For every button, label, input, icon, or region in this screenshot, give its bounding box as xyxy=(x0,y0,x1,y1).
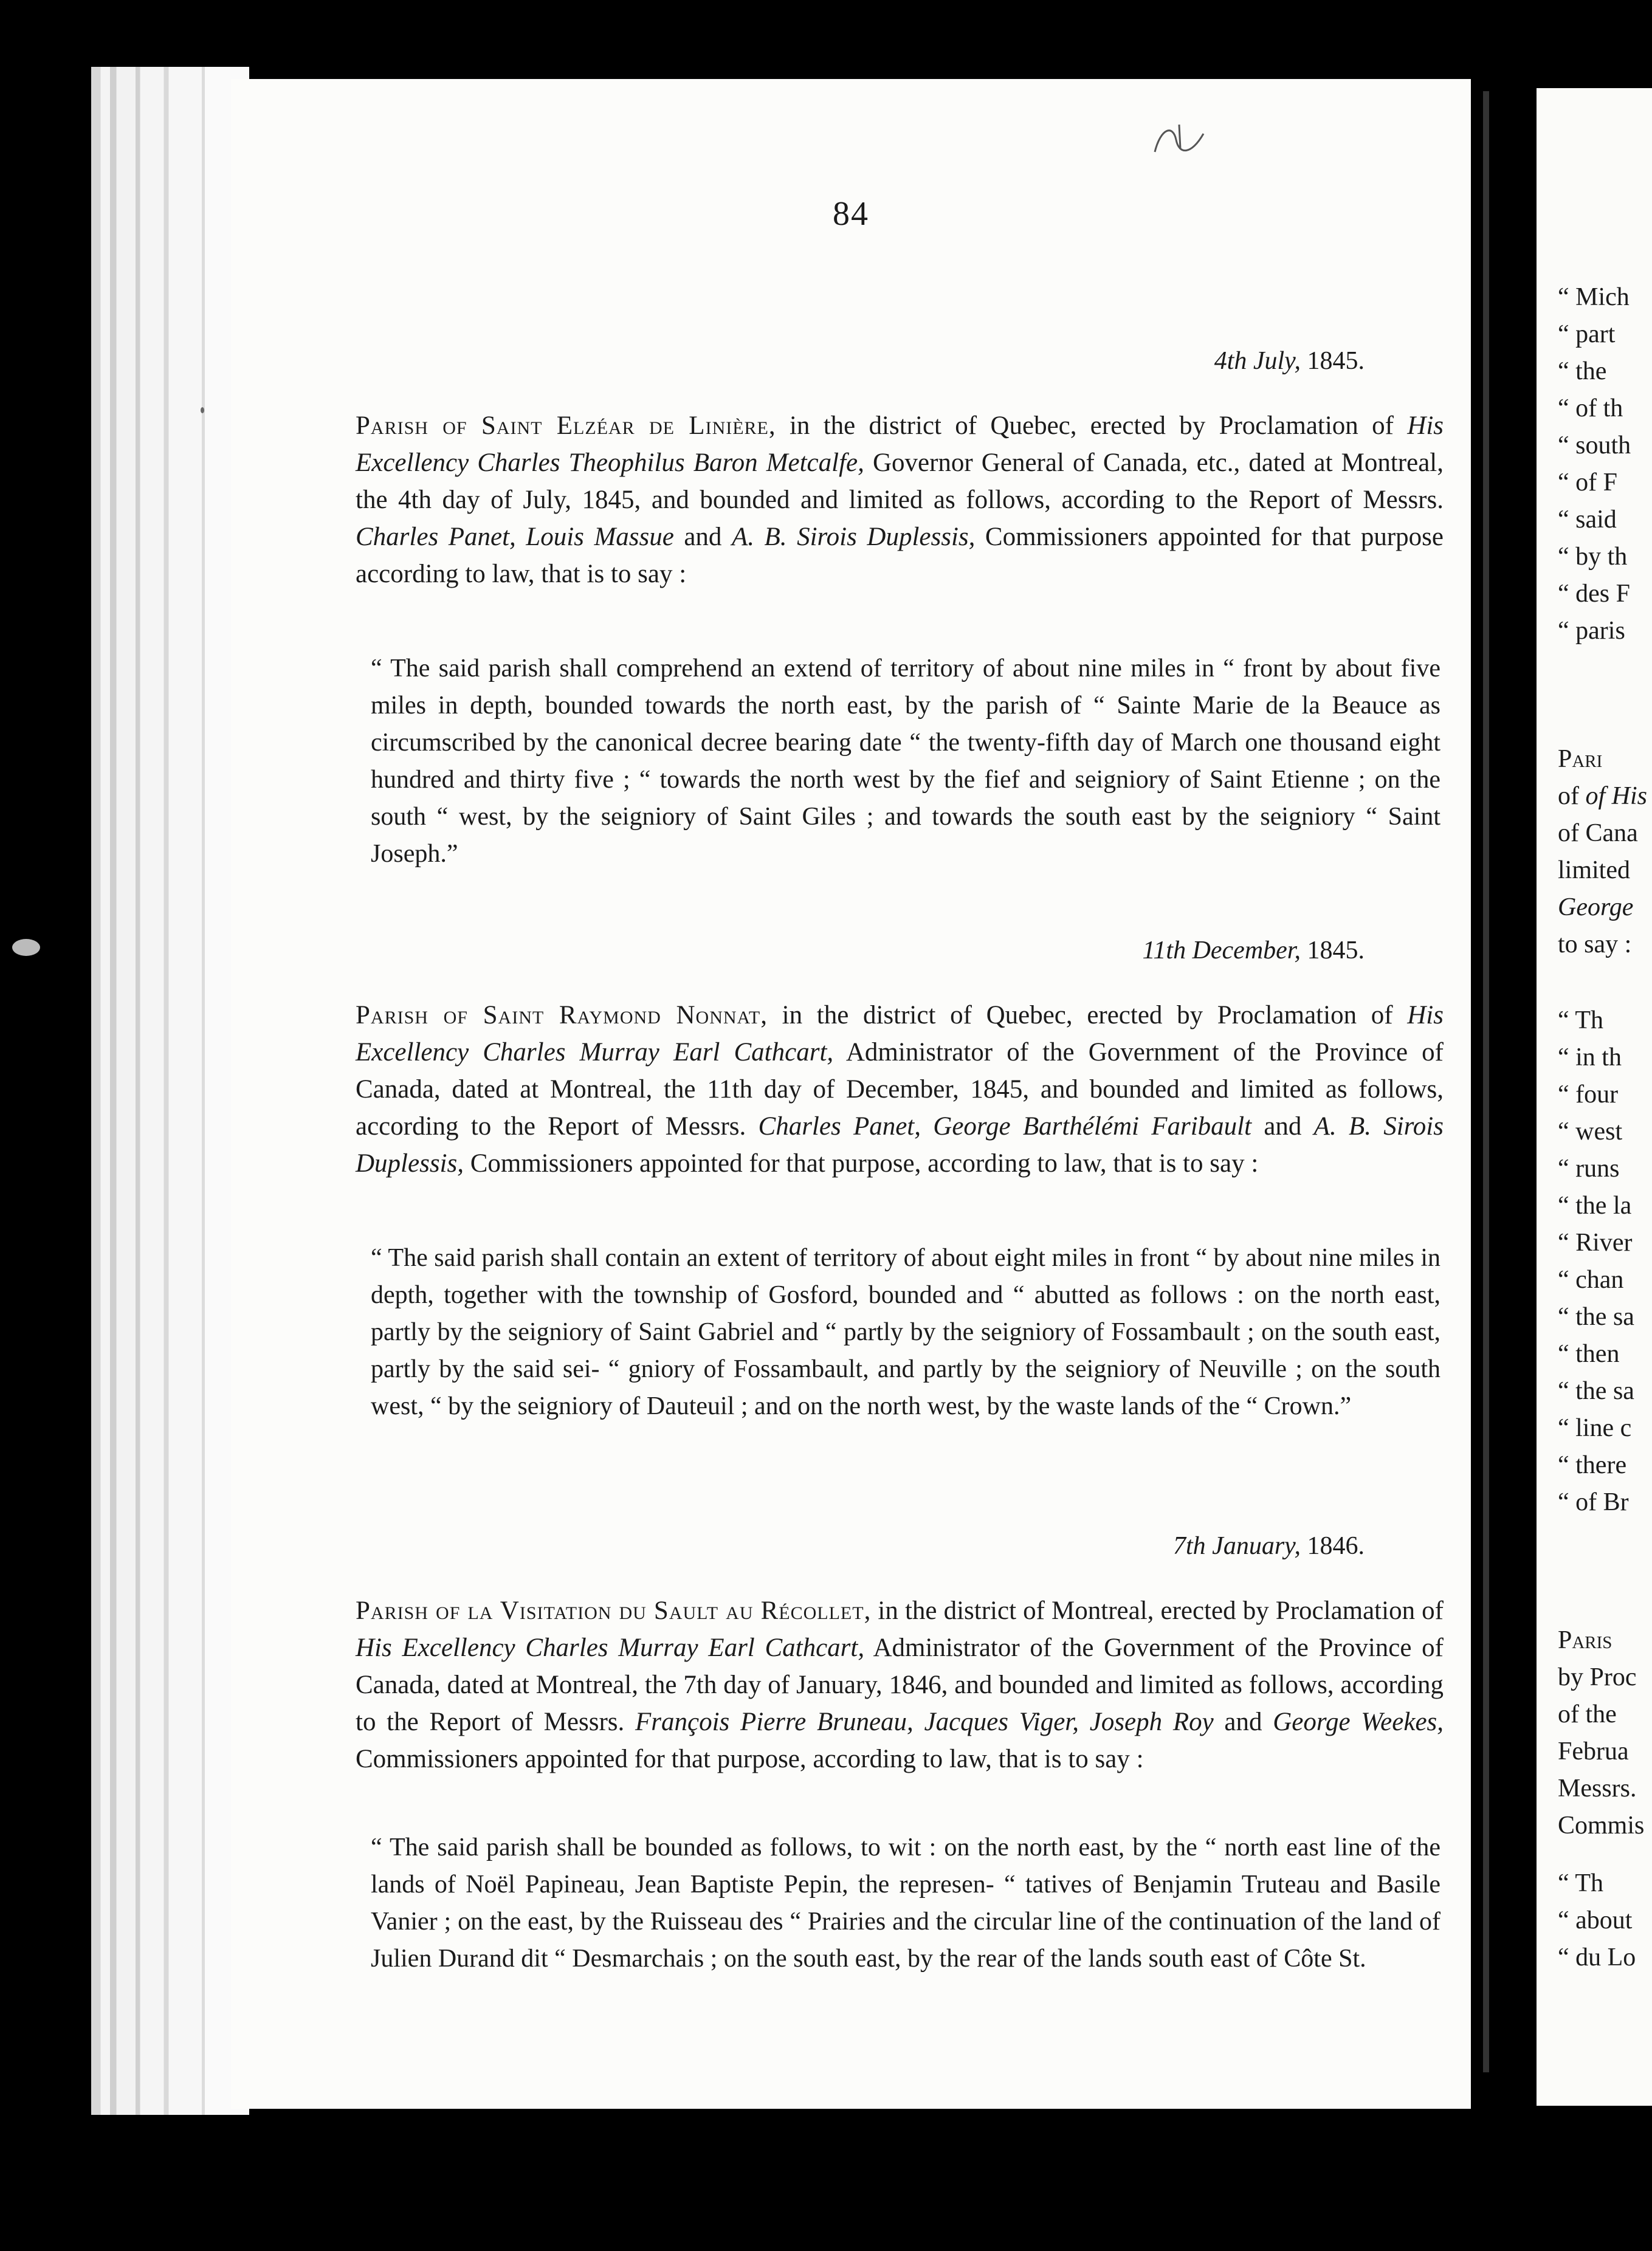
right-line: “ of th xyxy=(1558,394,1623,422)
right-line: of the xyxy=(1558,1700,1617,1728)
right-line: “ of F xyxy=(1558,469,1617,497)
left-page xyxy=(231,79,1471,2109)
right-line: by Proc xyxy=(1558,1663,1637,1691)
right-line: Commis xyxy=(1558,1812,1645,1840)
right-line: Pari xyxy=(1558,745,1603,773)
right-line: of Cana xyxy=(1558,819,1638,847)
right-line: “ then xyxy=(1558,1340,1620,1368)
right-line: Februa xyxy=(1558,1737,1629,1765)
right-line: “ said xyxy=(1558,506,1617,534)
right-line: “ line c xyxy=(1558,1414,1632,1442)
right-line: “ chan xyxy=(1558,1266,1624,1294)
right-line: Paris xyxy=(1558,1626,1612,1654)
section-intro: Parish of la Visitation du Sault au Récollet, in the district of Montreal, erected by Proclamation of His Excellency Charles Murray Earl Cathcart, Administrator of the Government of the Province of Canada, dated at Montreal, the 7th day of January, 1846, and bounded and limited as follows, according to the Report of Messrs. François Pierre Bruneau, Jacques Viger, Joseph Roy and George Weekes, Commissioners appointed for that purpose, according to law, that is to say : xyxy=(356,1596,1444,1773)
page-number: 84 xyxy=(833,195,869,233)
right-page-fragment xyxy=(1537,88,1652,2106)
right-line: “ Th xyxy=(1558,1869,1604,1897)
right-line: “ there xyxy=(1558,1451,1627,1479)
right-line: “ of Br xyxy=(1558,1488,1629,1516)
section-quote: “ The said parish shall comprehend an extend of territory of about nine miles in “ front by about five miles in depth, bounded towards the north east, by the parish of “ Sainte Marie de la Beauce as circumscribed by the canonical decree bearing date “ the twenty-fifth day of March one thousand eight hundred and thirty five ; “ towards the north west by the fief and seigniory of Saint Etienne ; on the south “ west, by the seigniory of Saint Giles ; and towards the south east by the seigniory “ Saint Joseph.” xyxy=(371,655,1440,868)
right-line: “ part xyxy=(1558,320,1616,348)
section-intro: Parish of Saint Elzéar de Linière, in the district of Quebec, erected by Proclamation of His Excellency Charles Theophilus Baron Metcalfe, Governor General of Canada, etc., dated at Montreal, the 4th day of July, 1845, and bounded and limited as follows, according to the Report of Messrs. Charles Panet, Louis Massue and A. B. Sirois Duplessis, Commissioners appointed for that purpose according to law, that is to say : xyxy=(356,411,1444,588)
right-line: “ by th xyxy=(1558,543,1628,571)
section-intro: Parish of Saint Raymond Nonnat, in the district of Quebec, erected by Proclamation of His Excellency Charles Murray Earl Cathcart, Administrator of the Government of the Province of Canada, dated at Montreal, the 11th day of December, 1845, and bounded and limited as follows, according to the Report of Messrs. Charles Panet, George Barthélémi Faribault and A. B. Sirois Duplessis, Commissioners appointed for that purpose, according to law, that is to say : xyxy=(356,1001,1444,1178)
scan-speck xyxy=(201,407,204,413)
section-quote: “ The said parish shall contain an extent of territory of about eight miles in front “ by about nine miles in depth, together with the township of Gosford, bounded and “ abutted as follows : on the north east, partly by the seigniory of Saint Gabriel and “ partly by the seigniory of Fossambault ; on the south east, partly by the said sei- “ gniory of Fossambault, and partly by the seigniory of Neuville ; on the south west, “ by the seigniory of Dauteuil ; and on the north west, by the waste lands of the “ Crown.” xyxy=(371,1244,1440,1420)
right-line: “ runs xyxy=(1558,1155,1620,1183)
pencil-mark-icon xyxy=(1143,122,1216,158)
scan-speck xyxy=(12,939,40,956)
right-line: “ River xyxy=(1558,1229,1633,1257)
section-date: 4th July, 1845. xyxy=(1214,347,1365,375)
section-quote: “ The said parish shall be bounded as follows, to wit : on the north east, by the “ north east line of the lands of Noël Papineau, Jean Baptiste Pepin, the represen- “ tatives of Benjamin Truteau and Basile Vanier ; on the east, by the Ruisseau des “ Prairies and the circular line of the continuation of the land of Julien Durand dit “ Desmarchais ; on the south east, by the rear of the lands south east of Côte St. xyxy=(371,1833,1440,1973)
right-line: “ the la xyxy=(1558,1192,1632,1220)
right-line: “ the sa xyxy=(1558,1303,1634,1331)
right-line: “ paris xyxy=(1558,617,1625,645)
right-line: to say : xyxy=(1558,930,1632,958)
right-line: Messrs. xyxy=(1558,1775,1637,1803)
section-date: 7th January, 1846. xyxy=(1173,1532,1365,1560)
right-line: “ des F xyxy=(1558,580,1630,608)
page-edges xyxy=(91,67,249,2115)
right-line: “ south xyxy=(1558,431,1631,459)
right-line: “ west xyxy=(1558,1118,1623,1146)
book-gutter xyxy=(1483,91,1489,2072)
right-line: “ the xyxy=(1558,357,1607,385)
right-line: “ the sa xyxy=(1558,1377,1634,1405)
right-line: “ about xyxy=(1558,1906,1633,1934)
right-line: “ four xyxy=(1558,1081,1619,1108)
section-date: 11th December, 1845. xyxy=(1142,936,1365,964)
right-line: “ Th xyxy=(1558,1006,1604,1034)
right-line: “ Mich xyxy=(1558,283,1630,311)
right-line: “ in th xyxy=(1558,1043,1622,1071)
right-line: George xyxy=(1558,893,1634,921)
right-line: “ du Lo xyxy=(1558,1943,1636,1971)
right-line: limited xyxy=(1558,856,1630,884)
right-line: of of His xyxy=(1558,782,1648,810)
